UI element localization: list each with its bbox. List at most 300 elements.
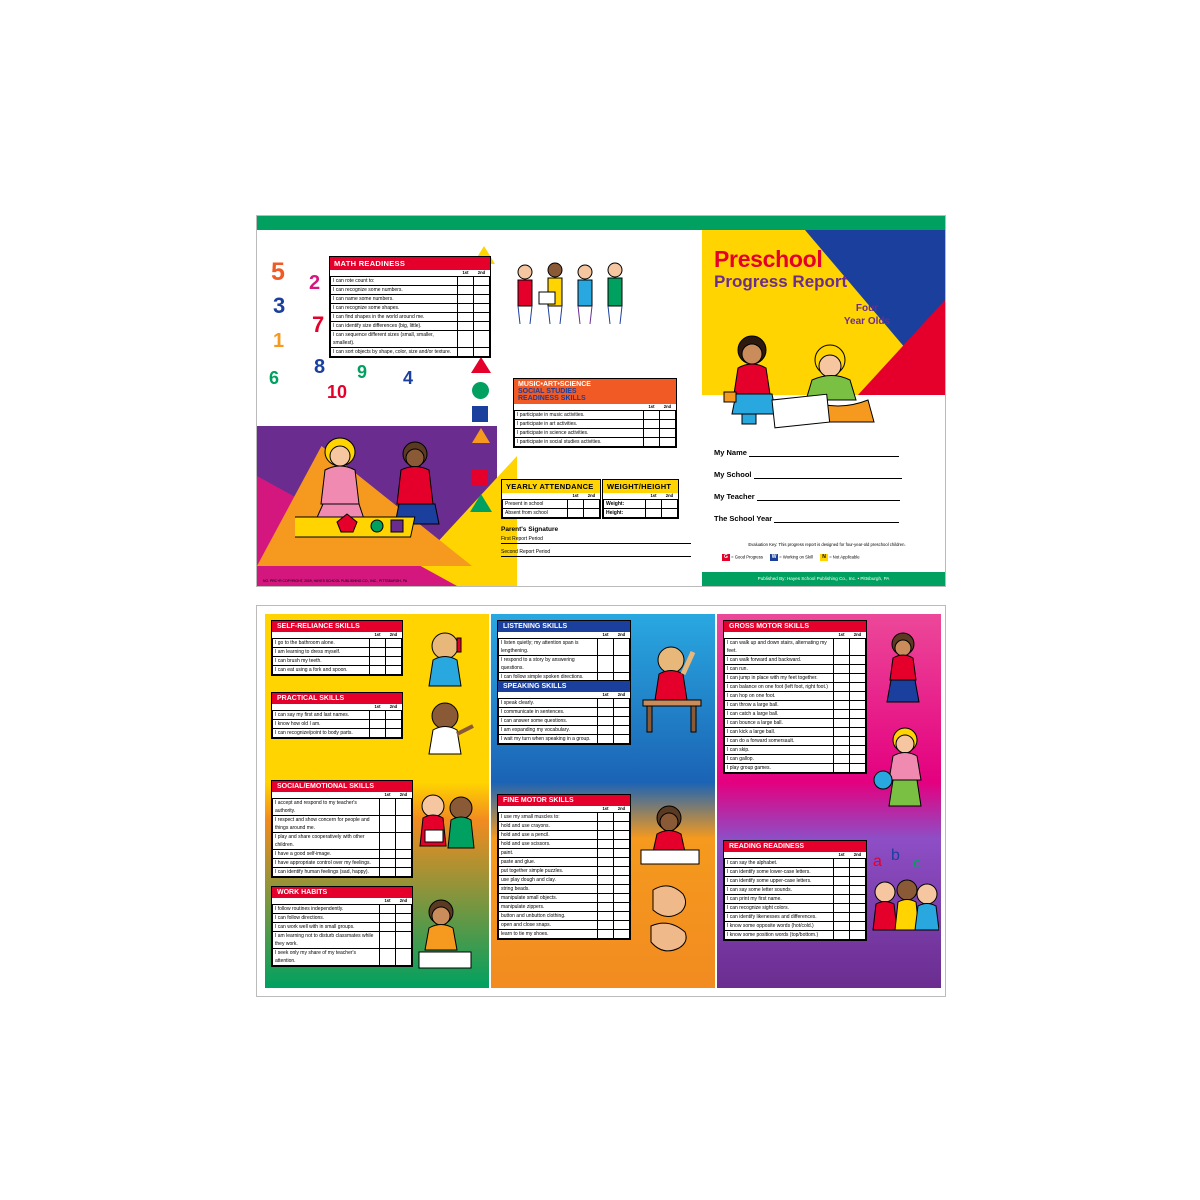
col-1st: 1st [602,692,609,697]
section-title: READING READINESS [724,841,866,852]
col-2nd: 2nd [853,632,862,637]
section-rows [498,632,630,682]
skill-label: I can follow directions. [273,914,380,923]
mark-cell-2nd[interactable] [850,913,866,922]
mark-cell-2nd[interactable] [660,429,676,438]
mark-cell-2nd[interactable] [474,348,490,357]
mark-cell-2nd[interactable] [396,923,412,932]
mark-cell-1st[interactable] [834,895,850,904]
mark-cell-1st[interactable] [834,931,850,940]
skill-label: I play and share cooperatively with other children. [273,833,380,850]
mark-cell-1st[interactable] [370,657,386,666]
mark-cell-2nd[interactable] [396,816,412,833]
mark-cell-2nd[interactable] [850,859,866,868]
number-6: 6 [269,368,280,388]
field-my-teacher[interactable] [714,492,934,501]
skill-label: I can walk up and down stairs, alternating my feet. [725,639,834,656]
mark-cell-2nd[interactable] [660,411,676,420]
number-8: 8 [314,356,326,378]
svg-text:c: c [913,855,921,872]
mark-cell-2nd[interactable] [614,903,630,912]
skill-label: I know how old I am. [273,720,370,729]
mark-cell-1st[interactable] [834,764,850,773]
reading-readiness-table [723,840,867,941]
children-drawing-illustration [712,330,932,440]
mark-cell-1st[interactable] [644,429,660,438]
skill-label: paint. [499,849,598,858]
field-school-year[interactable] [714,514,934,523]
skill-label: I can identify some upper-case letters. [725,877,834,886]
mark-cell-2nd[interactable] [662,500,678,509]
mark-cell-1st[interactable] [598,849,614,858]
mark-cell-2nd[interactable] [396,905,412,914]
skill-label: I can gallop. [725,755,834,764]
col-1st: 1st [572,493,579,498]
mark-cell-1st[interactable] [380,833,396,850]
skill-label: I can recognize some numbers. [331,286,458,295]
col-1st: 1st [374,632,381,637]
skill-label: I am learning not to disturb classmates while they work. [273,932,380,949]
music-title-line1: MUSIC•ART•SCIENCE [518,381,591,388]
skill-label: I can run. [725,665,834,674]
mark-cell-1st[interactable] [598,921,614,930]
mark-cell-2nd[interactable] [850,895,866,904]
mark-cell-2nd[interactable] [850,701,866,710]
skill-label: I can find shapes in the world around me. [331,313,458,322]
mark-cell-2nd[interactable] [396,932,412,949]
fine-motor-skills-table [497,794,631,940]
mark-cell-2nd[interactable] [850,755,866,764]
mark-cell-2nd[interactable] [614,717,630,726]
mark-cell-2nd[interactable] [662,509,678,518]
skill-label: I can recognize/point to body parts. [273,729,370,738]
skill-label: paste and glue. [499,858,598,867]
mark-cell-1st[interactable] [646,500,662,509]
number-7: 7 [312,312,325,337]
mark-cell-1st[interactable] [834,922,850,931]
mark-cell-1st[interactable] [380,868,396,877]
number-1: 1 [273,330,285,352]
child-writing-illustration [411,894,483,972]
mark-cell-2nd[interactable] [850,737,866,746]
skill-label: I can do a forward somersault. [725,737,834,746]
mark-cell-2nd[interactable] [614,921,630,930]
skill-label: I accept and respond to my teacher's authority. [273,799,380,816]
mark-cell-2nd[interactable] [474,322,490,331]
mark-cell-2nd[interactable] [584,509,600,518]
col-1st: 1st [374,704,381,709]
skill-label: I can eat using a fork and spoon. [273,666,370,675]
mark-cell-1st[interactable] [598,903,614,912]
col-2nd: 2nd [389,632,398,637]
mark-cell-2nd[interactable] [850,886,866,895]
mark-cell-1st[interactable] [370,639,386,648]
number-5: 5 [271,258,285,286]
mark-cell-2nd[interactable] [850,656,866,665]
mark-cell-1st[interactable] [380,923,396,932]
col-2nd: 2nd [587,493,596,498]
col-1st: 1st [838,852,845,857]
mark-cell-1st[interactable] [598,639,614,656]
mark-cell-1st[interactable] [834,877,850,886]
mark-cell-2nd[interactable] [386,711,402,720]
skill-label: I can say the alphabet. [725,859,834,868]
skill-label: manipulate zippers. [499,903,598,912]
mark-cell-2nd[interactable] [386,720,402,729]
mark-cell-2nd[interactable] [850,639,866,656]
col-1st: 1st [602,632,609,637]
mark-cell-1st[interactable] [598,717,614,726]
skill-label: button and unbutton clothing. [499,912,598,921]
inner-column-middle [491,614,715,988]
music-title-line3: READINESS SKILLS [518,395,586,402]
mark-cell-1st[interactable] [834,746,850,755]
publisher-bar: Published By: Hayes School Publishing Co., Inc. • Pittsburgh, PA [702,572,945,586]
section-title: SOCIAL/EMOTIONAL SKILLS [272,781,412,792]
col-1st: 1st [648,404,655,409]
mark-cell-1st[interactable] [568,500,584,509]
mark-cell-1st[interactable] [834,868,850,877]
mark-cell-2nd[interactable] [386,639,402,648]
mark-cell-2nd[interactable] [614,894,630,903]
mark-cell-2nd[interactable] [474,304,490,313]
key-letter-g: G [722,554,730,561]
mark-cell-2nd[interactable] [850,922,866,931]
mark-cell-2nd[interactable] [386,657,402,666]
mark-cell-2nd[interactable] [614,912,630,921]
section-title: PRACTICAL SKILLS [272,693,402,704]
mark-cell-1st[interactable] [370,720,386,729]
children-with-shapes-illustration [295,422,465,542]
mark-cell-1st[interactable] [834,710,850,719]
mark-cell-1st[interactable] [458,277,474,286]
mark-cell-1st[interactable] [834,639,850,656]
mark-cell-2nd[interactable] [474,295,490,304]
mark-cell-1st[interactable] [598,912,614,921]
skill-label: I can skip. [725,746,834,755]
cover-title-progress-report: Progress Report [714,272,848,291]
col-1st: 1st [384,792,391,797]
mark-cell-2nd[interactable] [584,500,600,509]
back-cover [257,230,702,586]
skill-label: I participate in music activities. [515,411,644,420]
mark-cell-1st[interactable] [380,949,396,966]
mark-cell-2nd[interactable] [614,822,630,831]
col-2nd: 2nd [477,270,486,275]
key-text-good-progress: = Good Progress [731,554,763,560]
children-reading-illustration [503,256,643,336]
mark-cell-1st[interactable] [370,729,386,738]
skill-label: I can follow simple spoken directions. [499,673,598,682]
skill-label: I use my small muscles to: [499,813,598,822]
mark-cell-1st[interactable] [598,930,614,939]
mark-cell-1st[interactable] [598,813,614,822]
section-rows [272,898,412,966]
mark-cell-1st[interactable] [834,913,850,922]
section-rows [724,632,866,773]
mark-cell-1st[interactable] [370,648,386,657]
skill-label: I have a good self-image. [273,850,380,859]
mark-cell-1st[interactable] [370,666,386,675]
mark-cell-2nd[interactable] [386,666,402,675]
mark-cell-1st[interactable] [370,711,386,720]
attendance-rows [502,493,600,518]
mark-cell-1st[interactable] [458,295,474,304]
skill-label: I can say some letter sounds. [725,886,834,895]
col-2nd: 2nd [399,792,408,797]
number-4: 4 [403,368,414,388]
svg-text:a: a [873,853,882,870]
field-label-my-teacher: My Teacher [714,492,755,501]
mark-cell-1st[interactable] [644,411,660,420]
mark-cell-2nd[interactable] [396,799,412,816]
key-letter-n: N [820,554,828,561]
mark-cell-1st[interactable] [598,735,614,744]
mark-cell-2nd[interactable] [850,710,866,719]
skill-label: I can work well with in small groups. [273,923,380,932]
mark-cell-1st[interactable] [834,701,850,710]
section-title: GROSS MOTOR SKILLS [724,621,866,632]
mark-cell-1st[interactable] [568,509,584,518]
mark-cell-1st[interactable] [458,348,474,357]
field-label-my-name: My Name [714,448,747,457]
section-rows [498,692,630,744]
work-habits-table [271,886,413,967]
skill-label: I can jump in place with my feet together. [725,674,834,683]
mark-cell-2nd[interactable] [614,699,630,708]
mark-cell-2nd[interactable] [474,331,490,348]
mark-cell-1st[interactable] [598,699,614,708]
col-1st: 1st [462,270,469,275]
mark-cell-1st[interactable] [598,876,614,885]
mark-cell-1st[interactable] [834,692,850,701]
evaluation-key [722,554,860,561]
weight-label: Weight: [604,500,646,509]
mark-cell-2nd[interactable] [850,931,866,940]
signature-title: Parent's Signature [501,526,559,533]
mark-cell-1st[interactable] [834,886,850,895]
mark-cell-2nd[interactable] [614,831,630,840]
signature-line-label-1: First Report Period [501,536,543,542]
section-title: WORK HABITS [272,887,412,898]
mark-cell-2nd[interactable] [850,904,866,913]
skill-label: I can recognize sight colors. [725,904,834,913]
number-9: 9 [357,362,368,382]
mark-cell-1st[interactable] [598,656,614,673]
mark-cell-2nd[interactable] [850,674,866,683]
mark-cell-2nd[interactable] [850,692,866,701]
mark-cell-2nd[interactable] [614,726,630,735]
mark-cell-1st[interactable] [598,822,614,831]
mark-cell-1st[interactable] [834,728,850,737]
skill-label: learn to tie my shoes. [499,930,598,939]
mark-cell-2nd[interactable] [614,849,630,858]
mark-cell-2nd[interactable] [850,719,866,728]
mark-cell-2nd[interactable] [396,850,412,859]
skill-label: I can kick a large ball. [725,728,834,737]
mark-cell-2nd[interactable] [614,867,630,876]
mark-cell-2nd[interactable] [614,876,630,885]
mark-cell-2nd[interactable] [614,735,630,744]
mark-cell-1st[interactable] [380,799,396,816]
mark-cell-2nd[interactable] [850,683,866,692]
mark-cell-1st[interactable] [834,683,850,692]
mark-cell-1st[interactable] [598,726,614,735]
mark-cell-1st[interactable] [834,665,850,674]
mark-cell-2nd[interactable] [396,914,412,923]
height-label: Height: [604,509,646,518]
mark-cell-1st[interactable] [598,831,614,840]
mark-cell-2nd[interactable] [850,868,866,877]
mark-cell-2nd[interactable] [614,813,630,822]
cover-title-preschool: Preschool [714,246,823,272]
skill-label: I communicate in sentences. [499,708,598,717]
mark-cell-1st[interactable] [644,420,660,429]
section-rows [498,806,630,939]
mark-cell-2nd[interactable] [396,868,412,877]
skill-label: I can throw a large ball. [725,701,834,710]
math-readiness-rows [330,270,490,357]
music-title-line2: SOCIAL STUDIES [518,388,577,395]
child-with-ball-illustration [869,722,939,822]
children-with-letters-illustration [869,844,939,954]
mark-cell-1st[interactable] [598,867,614,876]
number-10: 10 [327,382,348,402]
mark-cell-2nd[interactable] [614,858,630,867]
self-reliance-skills-table [271,620,403,676]
skill-label: manipulate small objects. [499,894,598,903]
skill-label: put together simple puzzles. [499,867,598,876]
front-cover [702,230,945,586]
mark-cell-1st[interactable] [834,737,850,746]
music-art-science-table [513,378,677,448]
mark-cell-1st[interactable] [380,859,396,868]
skill-label: I can identify human feelings (sad, happy). [273,868,380,877]
mark-cell-1st[interactable] [458,286,474,295]
mark-cell-1st[interactable] [380,932,396,949]
skill-label: I can walk forward and backward. [725,656,834,665]
mark-cell-1st[interactable] [380,816,396,833]
section-title: SELF-RELIANCE SKILLS [272,621,402,632]
mark-cell-2nd[interactable] [614,639,630,656]
yearly-attendance-table [501,479,601,519]
skill-label: I have appropriate control over my feelings. [273,859,380,868]
mark-cell-1st[interactable] [380,905,396,914]
skill-label: I follow routines independently. [273,905,380,914]
mark-cell-1st[interactable] [598,840,614,849]
mark-cell-2nd[interactable] [474,286,490,295]
mark-cell-1st[interactable] [380,850,396,859]
col-2nd: 2nd [663,404,672,409]
col-1st: 1st [602,806,609,811]
mark-cell-2nd[interactable] [474,313,490,322]
skill-label: I can print my first name. [725,895,834,904]
skill-label: I respect and show concern for people and things around me. [273,816,380,833]
mark-cell-1st[interactable] [834,755,850,764]
skill-label: I can brush my teeth. [273,657,370,666]
skill-label: I speak clearly. [499,699,598,708]
math-readiness-title: MATH READINESS [330,257,490,270]
mark-cell-2nd[interactable] [850,665,866,674]
mark-cell-1st[interactable] [598,885,614,894]
mark-cell-2nd[interactable] [850,877,866,886]
skill-label: I know some position words (top/bottom.) [725,931,834,940]
number-2: 2 [309,272,321,294]
skill-label: I can sort objects by shape, color, size and/or texture. [331,348,458,357]
practical-skills-table [271,692,403,739]
mark-cell-2nd[interactable] [614,840,630,849]
skill-label: I can catch a large ball. [725,710,834,719]
inner-spread-panel [256,605,946,997]
mark-cell-1st[interactable] [458,331,474,348]
mark-cell-2nd[interactable] [614,656,630,673]
skill-label: I respond to a story by answering questions. [499,656,598,673]
mark-cell-1st[interactable] [458,304,474,313]
inner-column-left [265,614,489,988]
mark-cell-2nd[interactable] [850,746,866,755]
mark-cell-2nd[interactable] [396,833,412,850]
mark-cell-2nd[interactable] [386,648,402,657]
mark-cell-1st[interactable] [598,858,614,867]
col-2nd: 2nd [617,632,626,637]
weight-height-title: WEIGHT/HEIGHT [603,480,678,493]
evaluation-note: Evaluation Key: This progress report is designed for four-year-old preschool children. [748,542,906,547]
col-2nd: 2nd [853,852,862,857]
field-my-name[interactable] [714,448,934,457]
mark-cell-2nd[interactable] [850,764,866,773]
child-cutting-paper-illustration [633,800,711,870]
mark-cell-2nd[interactable] [850,728,866,737]
field-my-school[interactable] [714,470,934,479]
attendance-label: Present in school [503,500,568,509]
mark-cell-1st[interactable] [834,656,850,665]
weight-height-table [602,479,679,519]
section-rows [272,792,412,877]
skill-label: I can say my first and last names. [273,711,370,720]
mark-cell-2nd[interactable] [396,859,412,868]
skill-label: I participate in art activities. [515,420,644,429]
mark-cell-1st[interactable] [458,313,474,322]
mark-cell-2nd[interactable] [660,420,676,429]
col-2nd: 2nd [617,806,626,811]
section-title: FINE MOTOR SKILLS [498,795,630,806]
mark-cell-1st[interactable] [458,322,474,331]
mark-cell-2nd[interactable] [396,949,412,966]
mark-cell-2nd[interactable] [614,708,630,717]
mark-cell-1st[interactable] [380,914,396,923]
mark-cell-1st[interactable] [598,894,614,903]
mark-cell-1st[interactable] [598,708,614,717]
signature-line-label-2: Second Report Period [501,549,551,555]
mark-cell-2nd[interactable] [474,277,490,286]
social-emotional-skills-table [271,780,413,878]
mark-cell-1st[interactable] [834,719,850,728]
mark-cell-2nd[interactable] [614,885,630,894]
mark-cell-1st[interactable] [834,674,850,683]
mark-cell-2nd[interactable] [386,729,402,738]
skill-label: string beads. [499,885,598,894]
field-label-school-year: The School Year [714,514,773,523]
mark-cell-1st[interactable] [644,438,660,447]
mark-cell-1st[interactable] [834,859,850,868]
mark-cell-2nd[interactable] [660,438,676,447]
gross-motor-skills-table [723,620,867,774]
mark-cell-2nd[interactable] [614,930,630,939]
skill-label: I seek only my share of my teacher's attention. [273,949,380,966]
skill-label: I can answer some questions. [499,717,598,726]
mark-cell-1st[interactable] [834,904,850,913]
mark-cell-1st[interactable] [646,509,662,518]
